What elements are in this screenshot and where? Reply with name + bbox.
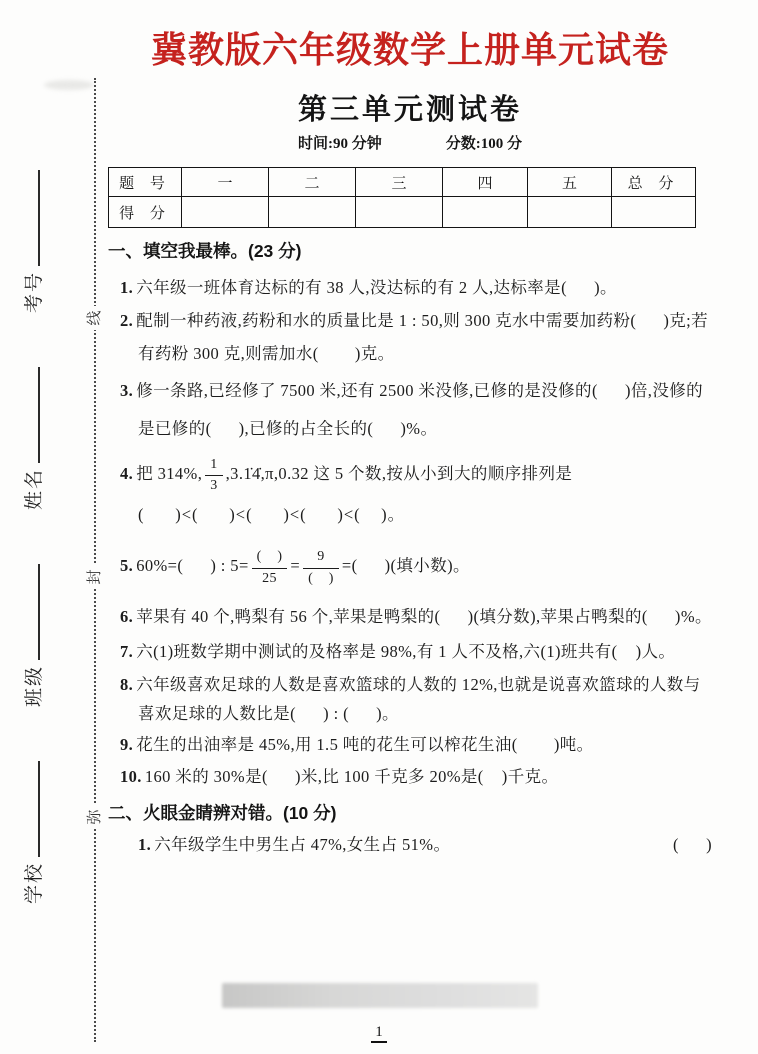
question-text: 六年级喜欢足球的人数是喜欢篮球的人数的 12%,也就是说喜欢篮球的人数与喜欢足球的人数比是( ) : ( )。 <box>136 675 701 724</box>
question-number: 7. <box>120 642 134 662</box>
exam-meta <box>108 134 712 154</box>
question-number: 5. <box>120 556 134 576</box>
question-item-10 <box>108 762 712 792</box>
equals-sign: = <box>290 556 301 576</box>
question-text: 修一条路,已经修了 7500 米,还有 2500 米没修,已修的是没修的( )倍,没修的是已修的( ),已修的占全长的( )%。 <box>136 381 704 438</box>
score-table-col-1: 一 <box>182 168 269 197</box>
question-item-8 <box>108 670 712 728</box>
tf-answer-blank: ( ) <box>673 835 712 855</box>
question-number: 4. <box>120 464 134 483</box>
fraction <box>303 548 339 586</box>
score-table <box>108 167 696 228</box>
question-text: 花生的出油率是 45%,用 1.5 吨的花生可以榨花生油( )吨。 <box>136 735 594 755</box>
sidebar-blank-line <box>26 761 40 857</box>
meta-time: 时间:90 分钟 <box>298 136 382 152</box>
question-text: 六年级一班体育达标的有 38 人,没达标的有 2 人,达标率是( )。 <box>136 278 617 297</box>
score-table-col-total: 总 分 <box>612 168 696 197</box>
sidebar-blank-line <box>26 170 40 266</box>
seal-char-xian: 线 <box>82 306 108 330</box>
section-2-heading: 二、火眼金睛辨对错。(10 分) <box>108 803 337 824</box>
sidebar-blank-line <box>26 564 40 660</box>
exam-subtitle: 第三单元测试卷 <box>297 94 522 126</box>
question-text: 配制一种药液,药粉和水的质量比是 1 : 50,则 300 克水中需要加药粉( )克;若有药粉 300 克,则需加水( )克。 <box>136 311 709 363</box>
seal-char-feng: 封 <box>82 565 108 589</box>
fraction-denominator: 25 <box>262 570 277 586</box>
fraction-numerator: 1 <box>205 456 222 476</box>
question-text: 把 314%, <box>136 464 203 483</box>
fraction-denominator: ( ) <box>308 570 334 586</box>
fraction-numerator: 9 <box>303 548 339 568</box>
question-number: 3. <box>120 381 134 400</box>
score-cell <box>443 197 528 228</box>
score-row-label: 得 分 <box>109 197 182 228</box>
score-cell <box>612 197 696 228</box>
question-text: 苹果有 40 个,鸭梨有 56 个,苹果是鸭梨的( )(填分数),苹果占鸭梨的( )%。 <box>136 607 712 627</box>
page-number <box>0 1024 758 1041</box>
question-number: 6. <box>120 607 134 627</box>
score-cell <box>269 197 356 228</box>
sidebar-field-name <box>19 367 46 510</box>
question-text: =( )(填小数)。 <box>341 556 470 576</box>
question-item-1 <box>108 271 712 304</box>
question-list <box>108 271 712 792</box>
sidebar-blank-line <box>26 367 40 463</box>
sidebar-field-class <box>19 564 46 707</box>
scan-smudge-mark <box>44 80 94 90</box>
meta-score: 分数:100 分 <box>445 136 522 152</box>
seal-dotted-line <box>94 78 96 1042</box>
question-number: 8. <box>120 675 134 695</box>
question-number: 9. <box>120 735 134 755</box>
question-text: 60%=( ) : 5= <box>136 556 249 576</box>
score-table-corner: 题 号 <box>109 168 182 197</box>
score-table-header-row <box>109 168 696 197</box>
question-number: 1. <box>120 278 134 297</box>
question-item-9 <box>108 730 712 760</box>
sidebar-field-label: 学校 <box>23 862 45 905</box>
question-text: 六(1)班数学期中测试的及格率是 98%,有 1 人不及格,六(1)班共有( )人。 <box>136 642 676 662</box>
question-item-2 <box>108 304 712 370</box>
question-number: 2. <box>120 311 134 330</box>
tf-question-text <box>138 831 450 859</box>
sidebar-field-label: 考号 <box>23 270 45 313</box>
question-blank-sequence: ( )<( )<( )<( )<( )。 <box>138 505 406 525</box>
redaction-blur-bar <box>222 983 538 1008</box>
question-number: 10. <box>120 767 142 787</box>
question-text: 六年级学生中男生占 47%,女生占 51%。 <box>154 835 451 855</box>
seal-char-mi: 弥 <box>82 805 108 829</box>
score-table-score-row <box>109 197 696 228</box>
score-table-col-2: 二 <box>269 168 356 197</box>
fraction-numerator: ( ) <box>252 548 288 568</box>
question-item-5 <box>108 540 712 592</box>
score-cell <box>356 197 443 228</box>
student-info-sidebar <box>18 137 46 937</box>
section-1-heading: 一、填空我最棒。(23 分) <box>108 241 302 261</box>
question-item-7 <box>108 637 712 666</box>
fraction-denominator: 3 <box>210 478 218 494</box>
score-table-col-3: 三 <box>356 168 443 197</box>
page-number-value: 1 <box>371 1024 387 1043</box>
score-table-col-4: 四 <box>443 168 528 197</box>
sidebar-field-school <box>19 761 46 904</box>
question-number: 1. <box>138 835 152 855</box>
paper-content <box>108 0 712 859</box>
score-cell <box>182 197 269 228</box>
question-text: 160 米的 30%是( )米,比 100 千克多 20%是( )千克。 <box>144 767 559 787</box>
question-item-6 <box>108 600 712 633</box>
question-text: ,3.1̇4̇,π,0.32 这 5 个数,按从小到大的顺序排列是 <box>225 464 573 483</box>
score-table-col-5: 五 <box>528 168 612 197</box>
tf-question-item-1 <box>108 831 712 859</box>
sidebar-field-label: 姓名 <box>23 467 45 510</box>
page-title: 冀教版六年级数学上册单元试卷 <box>150 29 669 70</box>
fraction <box>205 456 222 494</box>
sidebar-field-label: 班级 <box>23 665 45 708</box>
question-item-4 <box>108 454 712 528</box>
sidebar-field-examno <box>19 170 46 313</box>
score-cell <box>528 197 612 228</box>
fraction <box>252 548 288 586</box>
question-item-3 <box>108 372 712 448</box>
